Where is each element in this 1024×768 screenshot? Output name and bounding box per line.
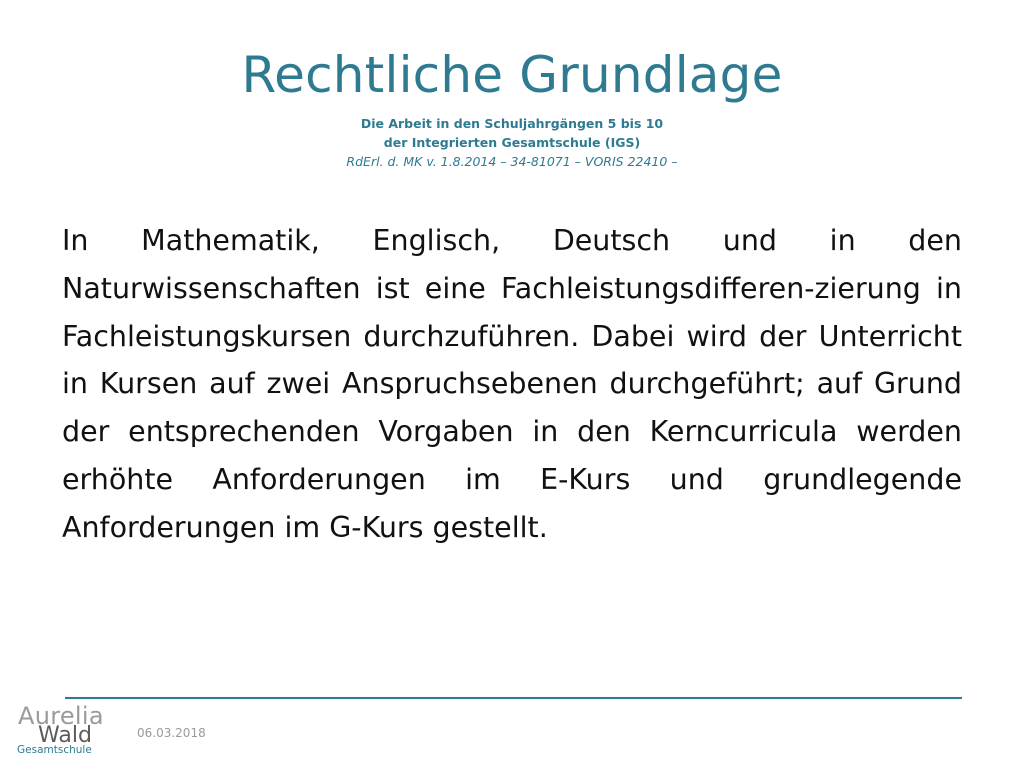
logo-text-wald: Wald	[38, 723, 92, 748]
footer-date: 06.03.2018	[137, 726, 206, 740]
slide-body-text: In Mathematik, Englisch, Deutsch und in den Naturwissenschaften ist eine Fachleistungsdifferen-zierung in Fachleistungskursen durchzuführen. Dabei wird der Unterricht in Kursen auf zwei Anspruchsebenen durchgeführt; auf Grund der entsprechenden Vorgaben in den Kerncurricula werden erhöhte Anforderungen im E-Kurs und grundlegende Anforderungen im G-Kurs gestellt.	[62, 224, 962, 544]
slide-title: Rechtliche Grundlage	[241, 46, 783, 104]
subtitle-reference: RdErl. d. MK v. 1.8.2014 – 34-81071 – VORIS 22410 –	[346, 154, 678, 169]
school-logo	[16, 700, 126, 764]
subtitle-line-1: Die Arbeit in den Schuljahrgängen 5 bis 10	[360, 116, 664, 131]
subtitle-line-2: der Integrierten Gesamtschule (IGS)	[383, 135, 641, 150]
slide-subtitle	[0, 114, 1024, 171]
logo-text-aurelia: Aurelia	[18, 702, 104, 730]
footer-divider	[65, 697, 962, 699]
logo-text-gesamtschule: Gesamtschule	[17, 744, 92, 756]
